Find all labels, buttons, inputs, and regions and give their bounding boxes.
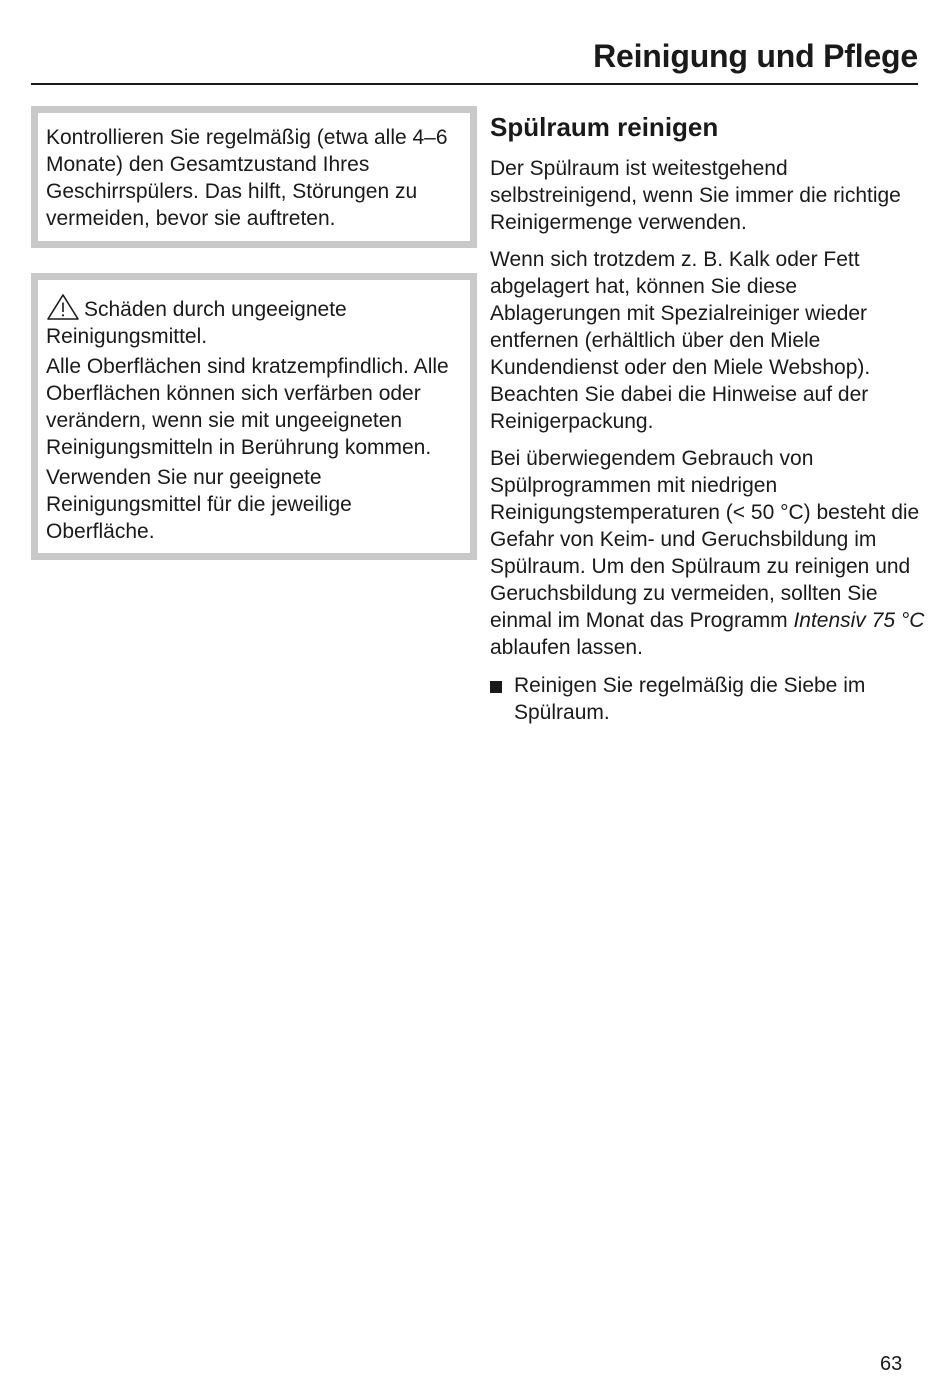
info-box-text: Kontrollieren Sie regelmäßig (etwa alle 4–6 Monate) den Gesamtzustand Ihres Geschirrspülers. Das hilft, Störungen zu vermeiden, bevor sie auftreten. [46,126,448,230]
section-paragraph-self-cleaning: Der Spülraum ist weitestgehend selbstreinigend, wenn Sie immer die richtige Reinigermenge verwenden. [490,157,901,234]
warning-paragraph-surfaces: Alle Oberflächen sind kratzempfindlich. Alle Oberflächen können sich verfärben oder verändern, wenn sie mit ungeeigneten Reinigungsmitteln in Berührung kommen. [46,355,449,459]
page-title: Reinigung und Pflege [593,38,918,74]
bullet-square-icon [490,681,502,693]
section-paragraph-odour [490,445,926,661]
program-name: Intensiv 75 °C [793,609,925,632]
header-divider [31,83,918,85]
cleaning-section [490,110,926,726]
page-number: 63 [880,1353,903,1375]
odour-text-end: ablaufen lassen. [490,636,643,659]
list-item [490,672,926,726]
warning-box [31,273,477,560]
warning-title-line [46,293,462,350]
warning-triangle-icon [46,293,80,321]
warning-paragraph-usage: Verwenden Sie nur geeignete Reinigungsmittel für die jeweilige Oberfläche. [46,466,352,543]
info-box [31,106,477,248]
section-heading: Spülraum reinigen [490,112,719,142]
warning-title: Schäden durch ungeeignete Reinigungsmittel. [46,298,347,348]
odour-text-start: Bei überwiegendem Gebrauch von Spülprogrammen mit niedrigen Reinigungstemperaturen (< 50 °C) besteht die Gefahr von Keim- und Geruchsbildung im Spülraum. Um den Spülraum zu reinigen und Geruchsbildung zu vermeiden, sollten Sie einmal im Monat das Programm [490,447,920,632]
section-paragraph-deposits: Wenn sich trotzdem z. B. Kalk oder Fett abgelagert hat, können Sie diese Ablagerungen mit Spezialreiniger wieder entfernen (erhältlich über den Miele Kundendienst oder den Miele Webshop). Beachten Sie dabei die Hinweise auf der Reinigerpackung. [490,248,871,433]
list-item-text: Reinigen Sie regelmäßig die Siebe im Spülraum. [514,674,866,724]
